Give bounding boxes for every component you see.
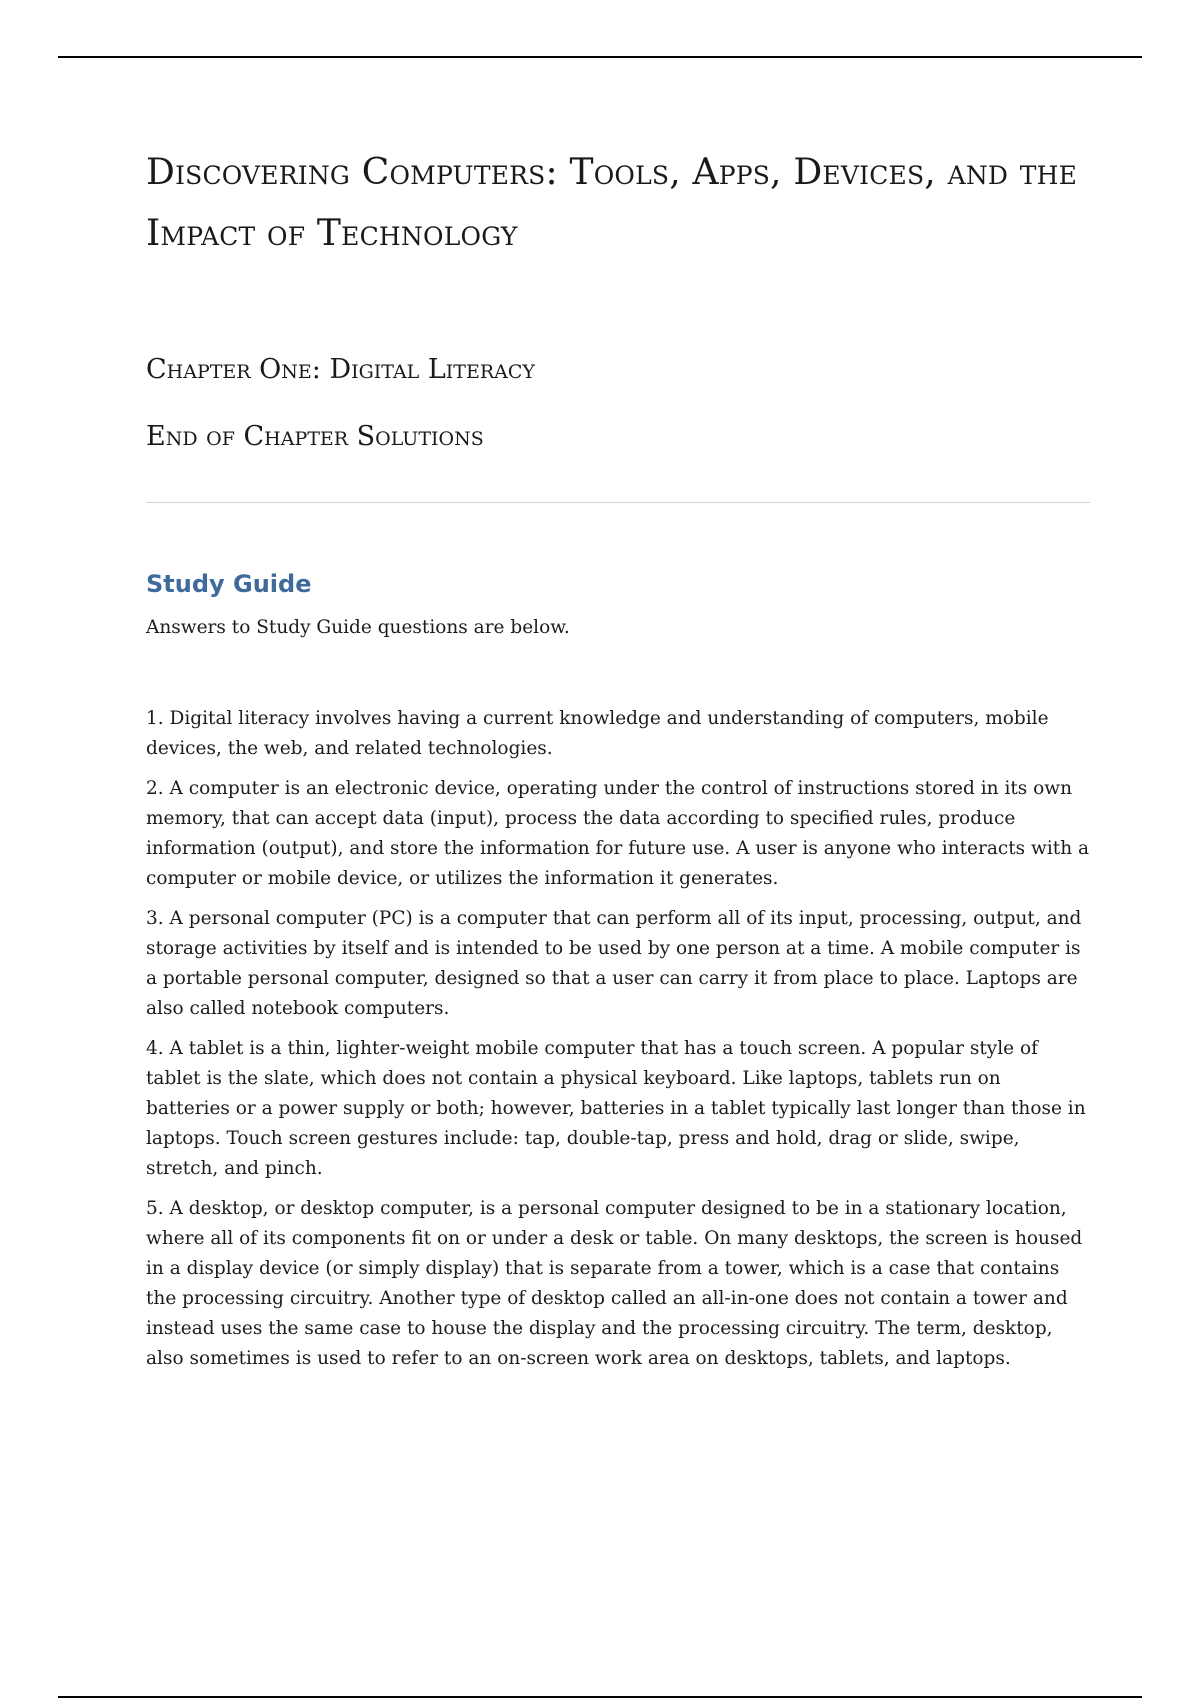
answer-item-1: 1. Digital literacy involves having a current knowledge and understanding of computers, mobile devices, the web, and related technologies. — [146, 708, 1049, 759]
answer-item-3: 3. A personal computer (PC) is a computer that can perform all of its input, processing, output, and storage activities by itself and is intended to be used by one person at a time. A mobile computer is a portable personal computer, designed so that a user can carry it from place to place. Laptops are also called notebook computers. — [146, 908, 1082, 1019]
chapter-title: Chapter One: Digital Literacy — [146, 354, 535, 385]
page-bottom-rule — [58, 1696, 1142, 1698]
answer-item-4: 4. A tablet is a thin, lighter-weight mobile computer that has a touch screen. A popular style of tablet is the slate, which does not contain a physical keyboard. Like laptops, tablets run on batteries or a power supply or both; however, batteries in a tablet typically last longer than those in laptops. Touch screen gestures include: tap, double-tap, press and hold, drag or slide, swipe, stretch, and pinch. — [146, 1038, 1086, 1179]
chapter-subtitle: End of Chapter Solutions — [146, 421, 484, 452]
section-divider — [146, 502, 1090, 503]
answer-list — [146, 704, 1090, 1384]
page-top-rule — [58, 56, 1142, 58]
book-title: Discovering Computers: Tools, Apps, Devices, and the Impact of Technology — [146, 152, 1078, 254]
answer-item-2: 2. A computer is an electronic device, operating under the control of instructions stored in its own memory, that can accept data (input), process the data according to specified rules, produce information (output), and store the information for future use. A user is anyone who interacts with a computer or mobile device, or utilizes the information it generates. — [146, 778, 1090, 889]
study-guide-intro: Answers to Study Guide questions are below. — [146, 617, 570, 638]
answer-item-5: 5. A desktop, or desktop computer, is a personal computer designed to be in a stationary location, where all of its components fit on or under a desk or table. On many desktops, the screen is housed in a display device (or simply display) that is separate from a tower, which is a case that contains the processing circuitry. Another type of desktop called an all-in-one does not contain a tower and instead uses the same case to house the display and the processing circuitry. The term, desktop, also sometimes is used to refer to an on-screen work area on desktops, tablets, and laptops. — [146, 1198, 1083, 1369]
study-guide-heading: Study Guide — [146, 570, 312, 598]
